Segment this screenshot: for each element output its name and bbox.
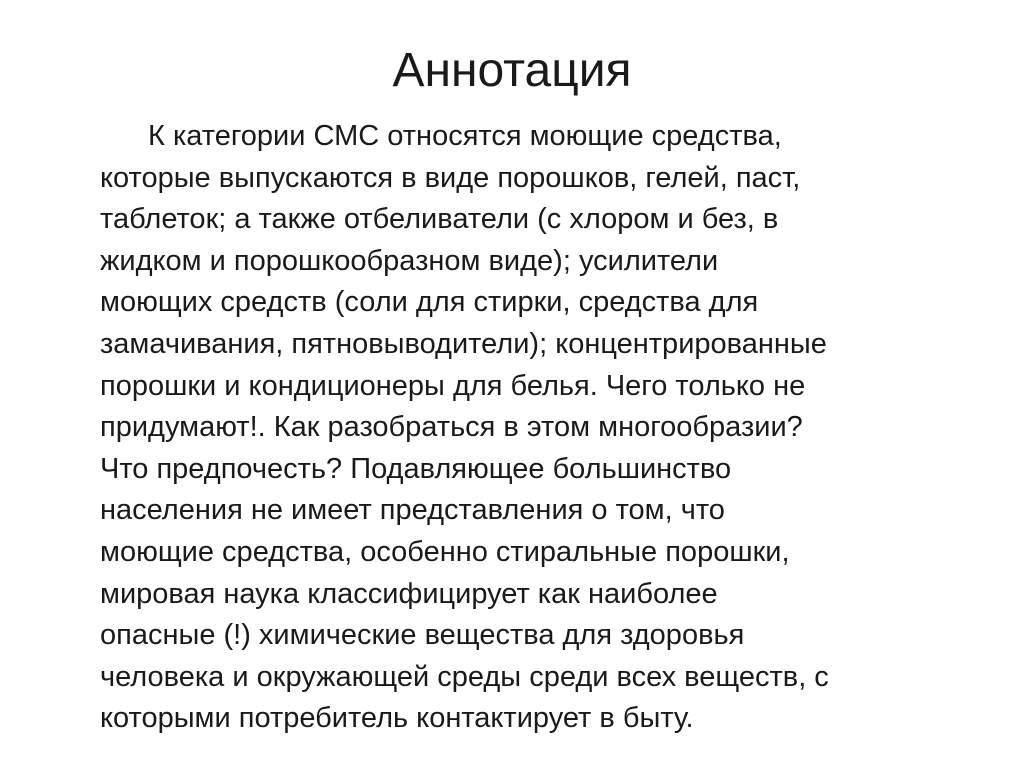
paragraph-line: жидком и порошкообразном виде); усилители [100,244,719,277]
paragraph-line: придумают!. Как разобраться в этом многообразии? [100,411,803,444]
paragraph-line: населения не имеет представления о том, что [100,494,725,527]
paragraph-line: которыми потребитель контактирует в быту. [100,702,694,735]
paragraph-line: Что предпочесть? Подавляющее большинство [100,452,732,485]
paragraph-line: опасные (!) химические вещества для здоровья [100,619,745,652]
paragraph-line: порошки и кондиционеры для белья. Чего только не [100,369,806,402]
paragraph-line: таблеток; а также отбеливатели (с хлором и без, в [100,203,779,236]
slide-title: Аннотация [392,44,632,97]
annotation-paragraph [100,116,980,740]
paragraph-line: моющих средств (соли для стирки, средства для [100,286,759,319]
paragraph-line: замачивания, пятновыводители); концентрированные [100,327,827,360]
paragraph-line: мировая наука классифицирует как наиболее [100,577,718,610]
paragraph-line: моющие средства, особенно стиральные порошки, [100,535,790,568]
paragraph-line: К категории СМС относятся моющие средства, [148,120,782,152]
paragraph-line: которые выпускаются в виде порошков, гелей, паст, [100,161,801,194]
paragraph-line: человека и окружающей среды среди всех веществ, с [100,660,829,693]
